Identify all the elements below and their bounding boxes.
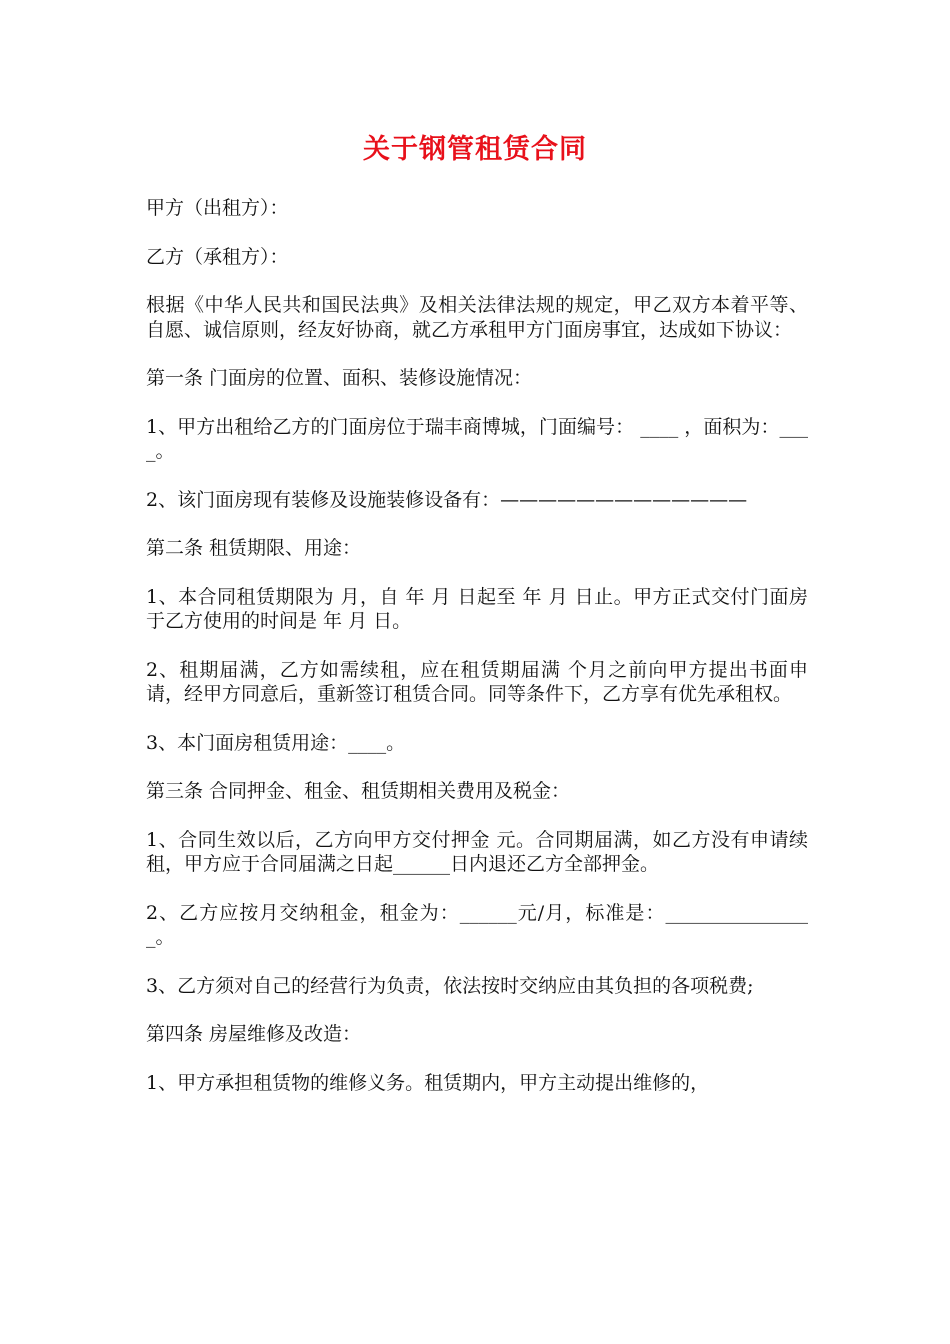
party-b-line: 乙方（承租方）：: [146, 245, 289, 268]
article-3-heading: 第三条 合同押金、租金、租赁期相关费用及税金：: [146, 780, 571, 802]
article-4-heading: 第四条 房屋维修及改造：: [146, 1023, 362, 1045]
preamble-paragraph: 根据《中华人民共和国民法典》及相关法律法规的规定，甲乙双方本着平等、自愿、诚信原则，经友好协商，就乙方承租甲方门面房事宜，达成如下协议：: [146, 294, 808, 341]
article-3-clause-1: 1、合同生效以后，乙方向甲方交付押金 元。合同期届满，如乙方没有申请续租，甲方应于合同届满之日起______日内退还乙方全部押金。: [146, 828, 808, 875]
article-1-clause-2: 2、该门面房现有装修及设施装修设备有：—————————————: [146, 488, 748, 511]
document-title: 关于钢管租赁合同: [363, 134, 587, 165]
party-a-line: 甲方（出租方）：: [146, 197, 289, 219]
article-2-clause-1: 1、本合同租赁期限为 月，自 年 月 日起至 年 月 日止。甲方正式交付门面房于乙方使用的时间是 年 月 日。: [146, 585, 808, 632]
article-1-clause-1: 1、甲方出租给乙方的门面房位于瑞丰商博城，门面编号： ____ ，面积为：____。: [146, 415, 808, 462]
article-1-heading: 第一条 门面房的位置、面积、装修设施情况：: [146, 367, 533, 389]
document-body: [146, 196, 808, 1119]
article-3-clause-3: 3、乙方须对自己的经营行为负责，依法按时交纳应由其负担的各项税费;: [146, 974, 754, 997]
article-2-heading: 第二条 租赁期限、用途：: [146, 537, 362, 559]
article-2-clause-2: 2、租期届满，乙方如需续租，应在租赁期届满 个月之前向甲方提出书面申请，经甲方同意后，重新签订租赁合同。同等条件下，乙方享有优先承租权。: [146, 658, 808, 705]
article-2-clause-3: 3、本门面房租赁用途：____。: [146, 731, 406, 754]
article-3-clause-2: 2、乙方应按月交纳租金，租金为：______元/月，标准是：________________。: [146, 901, 808, 948]
article-4-clause-1: 1、甲方承担租赁物的维修义务。租赁期内，甲方主动提出维修的，: [146, 1071, 710, 1094]
